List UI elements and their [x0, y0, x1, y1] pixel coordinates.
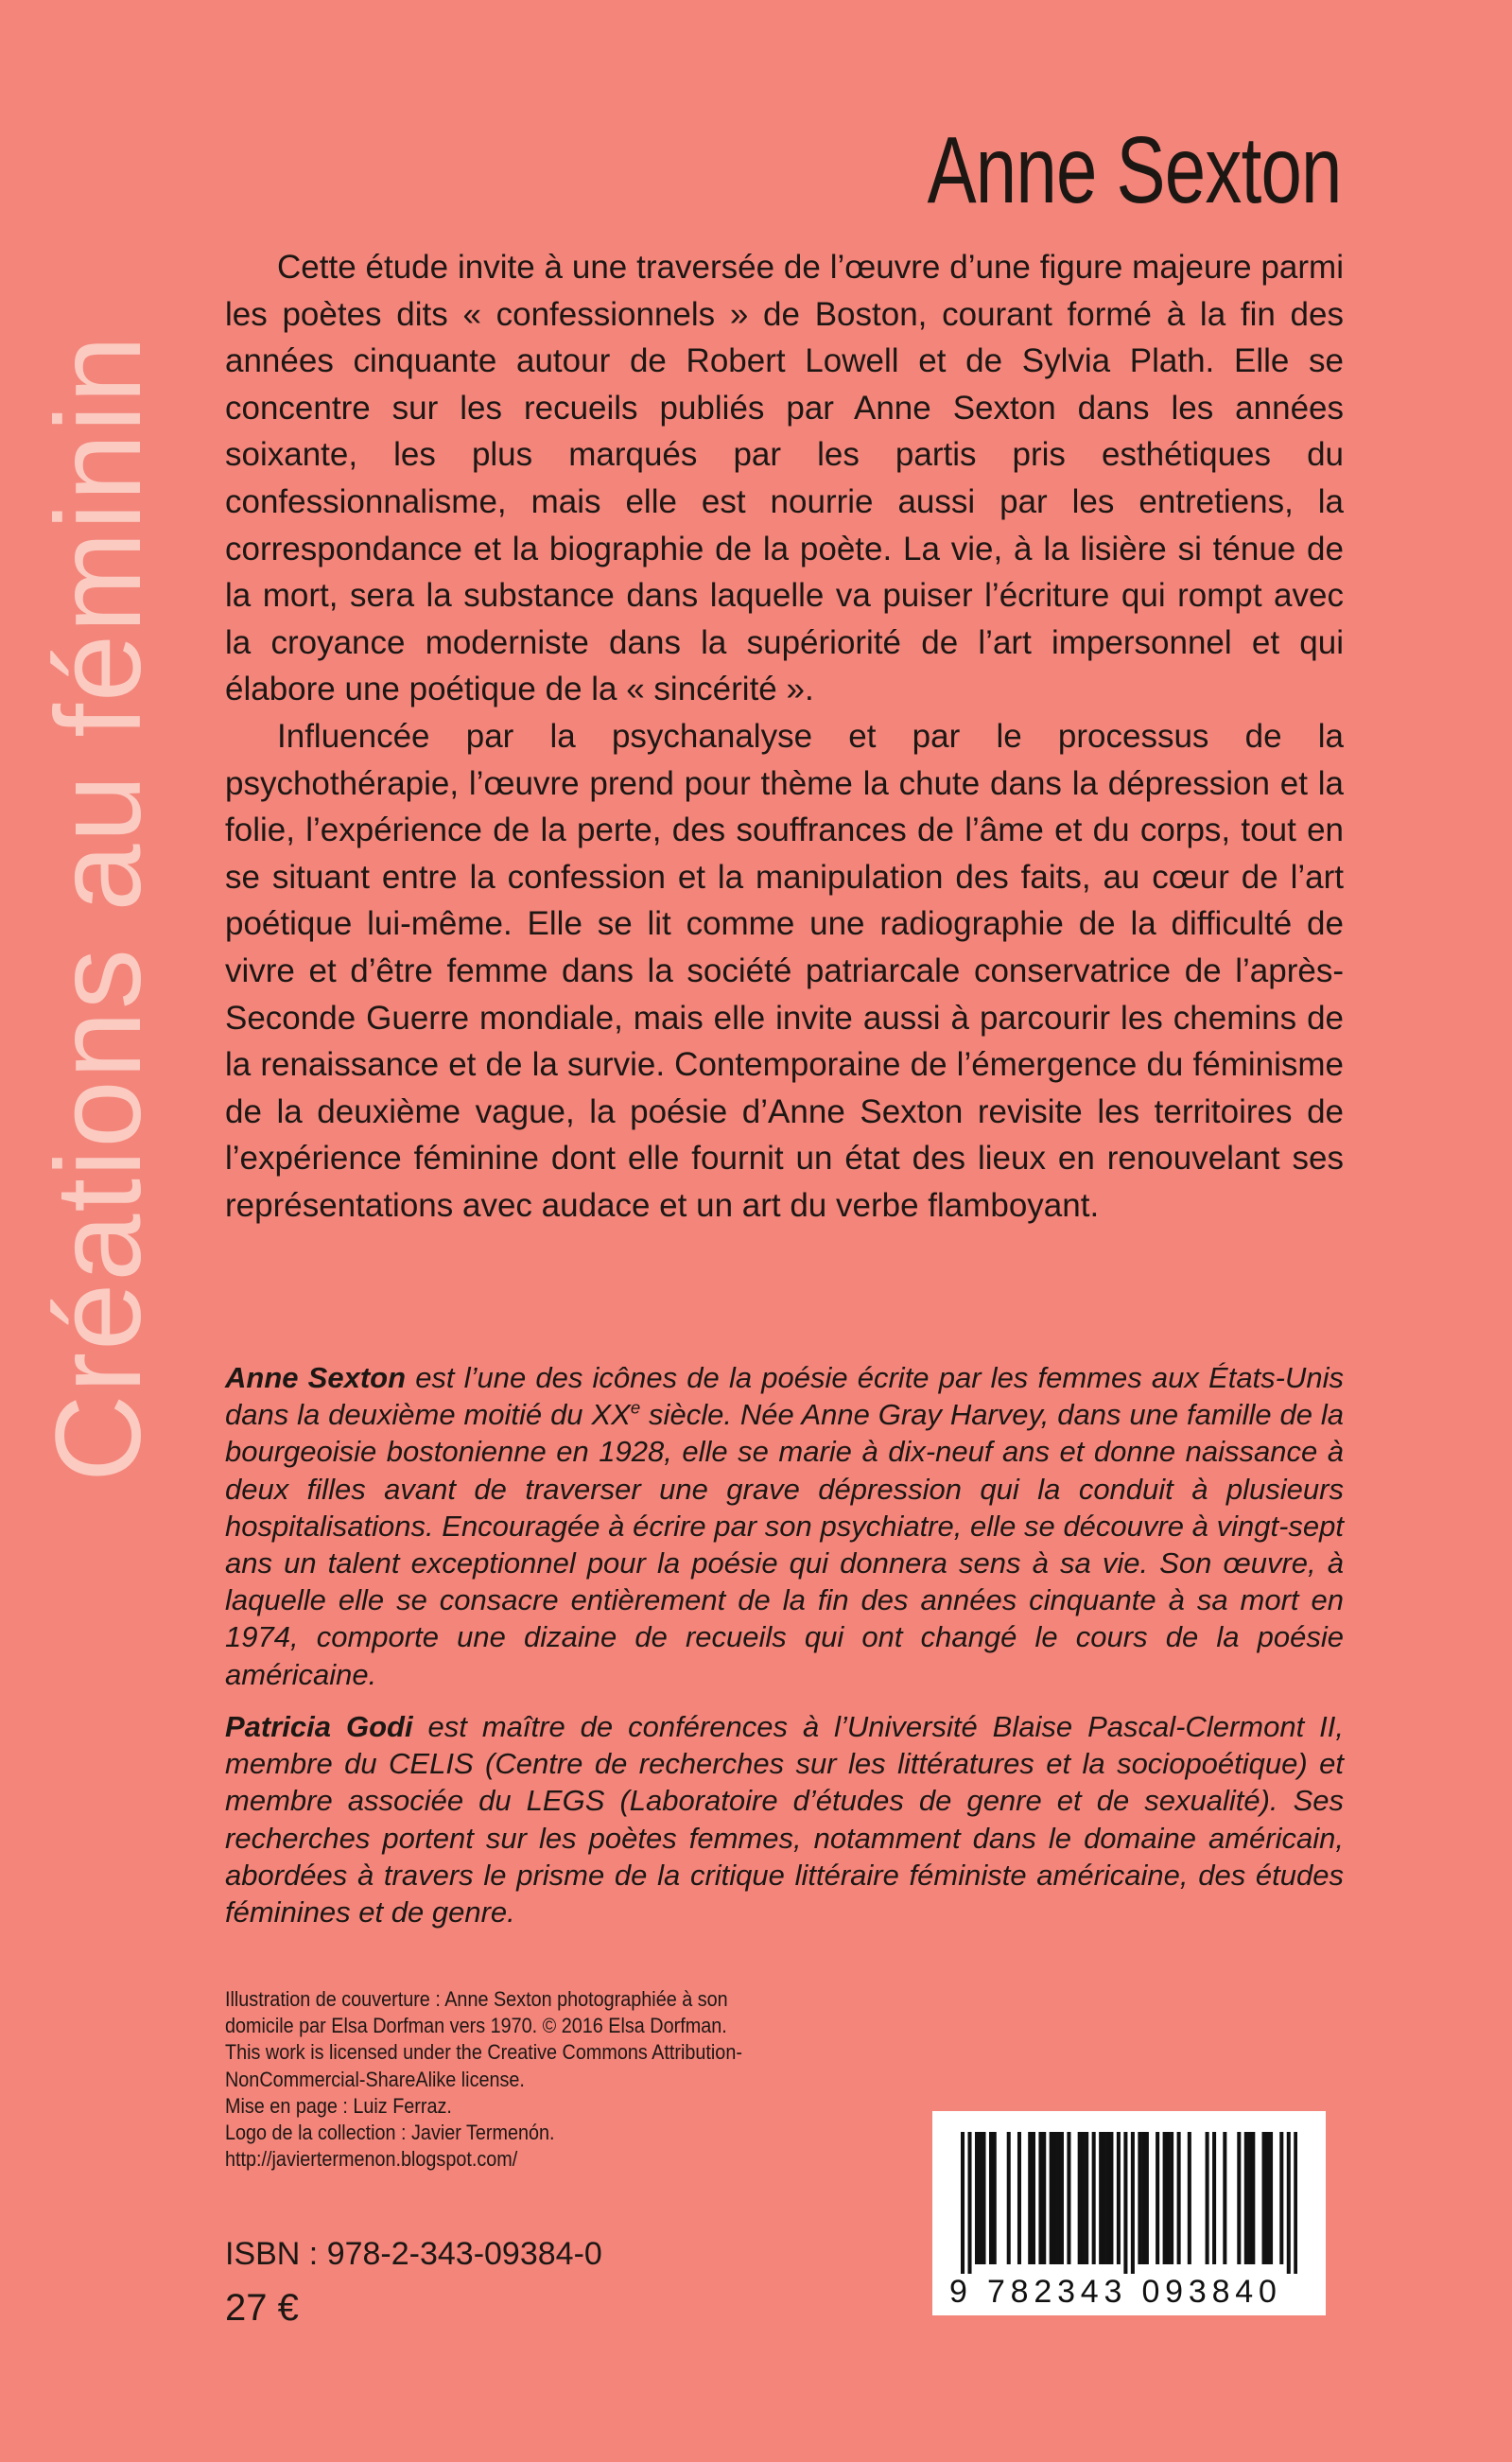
barcode-bar: [1056, 2132, 1060, 2264]
barcode-bar: [1038, 2132, 1042, 2264]
century-superscript: e: [630, 1397, 641, 1418]
barcode-bar: [1060, 2132, 1064, 2264]
credit-line: domicile par Elsa Dorfman vers 1970. © 2016 Elsa Dorfman.: [225, 2014, 727, 2038]
barcode-bar: [993, 2132, 997, 2264]
barcode-bar: [1085, 2132, 1088, 2264]
barcode-bar: [1067, 2132, 1070, 2264]
critic-bio-text: est maître de conférences à l’Université Blaise Pascal-Clermont II, membre du CELIS (Centre de recherches sur les littératures et la sociopoétique) et membre associée du LEGS (Laboratoire d’études de genre et de sexualité). Ses recherches portent sur les poètes femmes, notamment dans le domaine américain, abordées à travers le prisme de la critique littéraire féministe américaine, des études féminines et de genre.: [225, 1710, 1344, 1929]
barcode-bar: [961, 2132, 965, 2274]
credits: [225, 1986, 982, 2173]
critic-biography: [225, 1708, 1344, 1930]
barcode-bar: [1131, 2132, 1135, 2274]
credit-line: http://javiertermenon.blogspot.com/: [225, 2147, 518, 2172]
barcode-bar: [1223, 2132, 1226, 2264]
barcode-bar: [1050, 2132, 1053, 2264]
barcode-bar: [1262, 2132, 1266, 2264]
barcode-bar: [1269, 2132, 1273, 2264]
collection-name: Créations au féminin: [31, 334, 166, 1482]
barcode-bar: [1081, 2132, 1085, 2264]
credit-line: Mise en page : Luiz Ferraz.: [225, 2093, 452, 2118]
barcode-bar: [1123, 2132, 1127, 2274]
summary: [225, 244, 1344, 1229]
author-name: Anne Sexton: [225, 1361, 407, 1394]
credit-line: NonCommercial-ShareAlike license.: [225, 2067, 525, 2091]
barcode-bar: [1017, 2132, 1021, 2264]
barcode-bars: [961, 2132, 1297, 2274]
barcode-bar: [1141, 2132, 1145, 2264]
barcode-bar: [1007, 2132, 1011, 2264]
credit-line: Logo de la collection : Javier Termenón.: [225, 2121, 555, 2145]
barcode-bar: [1251, 2132, 1255, 2264]
barcode-bar: [1032, 2132, 1035, 2264]
barcode-bar: [1163, 2132, 1167, 2264]
isbn: ISBN : 978-2-343-09384-0: [225, 2236, 602, 2272]
barcode-bar: [1028, 2132, 1032, 2264]
barcode-bar: [1156, 2132, 1159, 2264]
barcode-bar: [1138, 2132, 1141, 2264]
collection-name-vertical: [28, 104, 170, 1712]
barcode-bar: [989, 2132, 993, 2264]
barcode-bar: [1052, 2132, 1056, 2264]
barcode-digits: 9 782343 093840: [949, 2274, 1282, 2310]
barcode-bar: [1265, 2132, 1269, 2264]
barcode-bar: [1117, 2132, 1121, 2264]
barcode-bar: [1106, 2132, 1110, 2264]
barcode-bar: [1099, 2132, 1103, 2264]
barcode-bar: [979, 2132, 982, 2264]
barcode-bar: [1103, 2132, 1106, 2264]
credit-line: Illustration de couverture : Anne Sexton photographiée à son: [225, 1987, 728, 2011]
book-title: Anne Sexton: [927, 117, 1342, 223]
barcode-bar: [1092, 2132, 1096, 2264]
author-bio-text-2: siècle. Née Anne Gray Harvey, dans une famille de la bourgeoisie bostonienne en 1928, elle se marie à dix-neuf ans et donne naissance à deux filles avant de traverser une grave dépression qui la conduit à plusieurs hospitalisations. Encouragée à écrire par son psychiatre, elle se découvre à vingt-sept ans un talent exceptionnel pour la poésie qui donnera sens à sa vie. Son œuvre, à laquelle elle se consacre entièrement de la fin des années cinquante à sa mort en 1974, comporte une dizaine de recueils qui ont changé le cours de la poésie américaine.: [225, 1398, 1344, 1691]
barcode-bar: [1237, 2132, 1241, 2264]
barcode-bar: [1078, 2132, 1082, 2264]
barcode-bar: [1188, 2132, 1191, 2264]
barcode-bar: [1206, 2132, 1209, 2264]
author-biography: [225, 1359, 1344, 1693]
barcode-bar: [1170, 2132, 1173, 2264]
critic-name: Patricia Godi: [225, 1710, 413, 1743]
summary-paragraph-1: Cette étude invite à une traversée de l’œuvre d’une figure majeure parmi les poètes dits « confessionnels » de Boston, courant formé à la fin des années cinquante autour de Robert Lowell et de Sylvia Plath. Elle se concentre sur les recueils publiés par Anne Sexton dans les années soixante, les plus marqués par les partis pris esthétiques du confessionnalisme, mais elle est nourrie aussi par les entretiens, la correspondance et la biographie de la poète. La vie, à la lisière si ténue de la mort, sera la substance dans laquelle va puiser l’écriture qui rompt avec la croyance moderniste dans la supériorité de l’art impersonnel et qui élabore une poétique de la « sincérité ».: [225, 249, 1344, 708]
barcode-bar: [1294, 2132, 1297, 2274]
barcode-bar: [1177, 2132, 1181, 2264]
barcode-bar: [1212, 2132, 1216, 2264]
credit-line: This work is licensed under the Creative Commons Attribution-: [225, 2040, 742, 2065]
barcode-bar: [1287, 2132, 1291, 2274]
barcode-bar: [1244, 2132, 1248, 2264]
barcode-bar: [975, 2132, 979, 2264]
barcode-bar: [982, 2132, 985, 2264]
author-bio-text-1: est l’une des icônes de la poésie écrite par les femmes aux États-Unis dans la deuxième moitié du XX: [225, 1361, 1345, 1432]
barcode-bar: [1279, 2132, 1283, 2264]
barcode: [932, 2111, 1326, 2315]
barcode-bar: [967, 2132, 971, 2274]
barcode-bar: [1166, 2132, 1170, 2264]
barcode-bar: [1248, 2132, 1252, 2264]
summary-paragraph-2: Influencée par la psychanalyse et par le processus de la psychothérapie, l’œuvre prend pour thème la chute dans la dépression et la folie, l’expérience de la perte, des souffrances de l’âme et du corps, tout en se situant entre la confession et la manipulation des faits, au cœur de l’art poétique lui-même. Elle se lit comme une radiographie de la difficulté de vivre et d’être femme dans la société patriarcale conservatrice de l’après-Seconde Guerre mondiale, mais elle invite aussi à parcourir les chemins de la renaissance et de la survie. Contemporaine de l’émergence du féminisme de la deuxième vague, la poésie d’Anne Sexton revisite les territoires de l’expérience féminine dont elle fournit un état des lieux en renouvelant ses représentations avec audace et un art du verbe flamboyant.: [225, 717, 1344, 1224]
barcode-bar: [1145, 2132, 1149, 2264]
barcode-bar: [1109, 2132, 1113, 2264]
price: 27 €: [225, 2287, 299, 2329]
barcode-bar: [1042, 2132, 1046, 2264]
